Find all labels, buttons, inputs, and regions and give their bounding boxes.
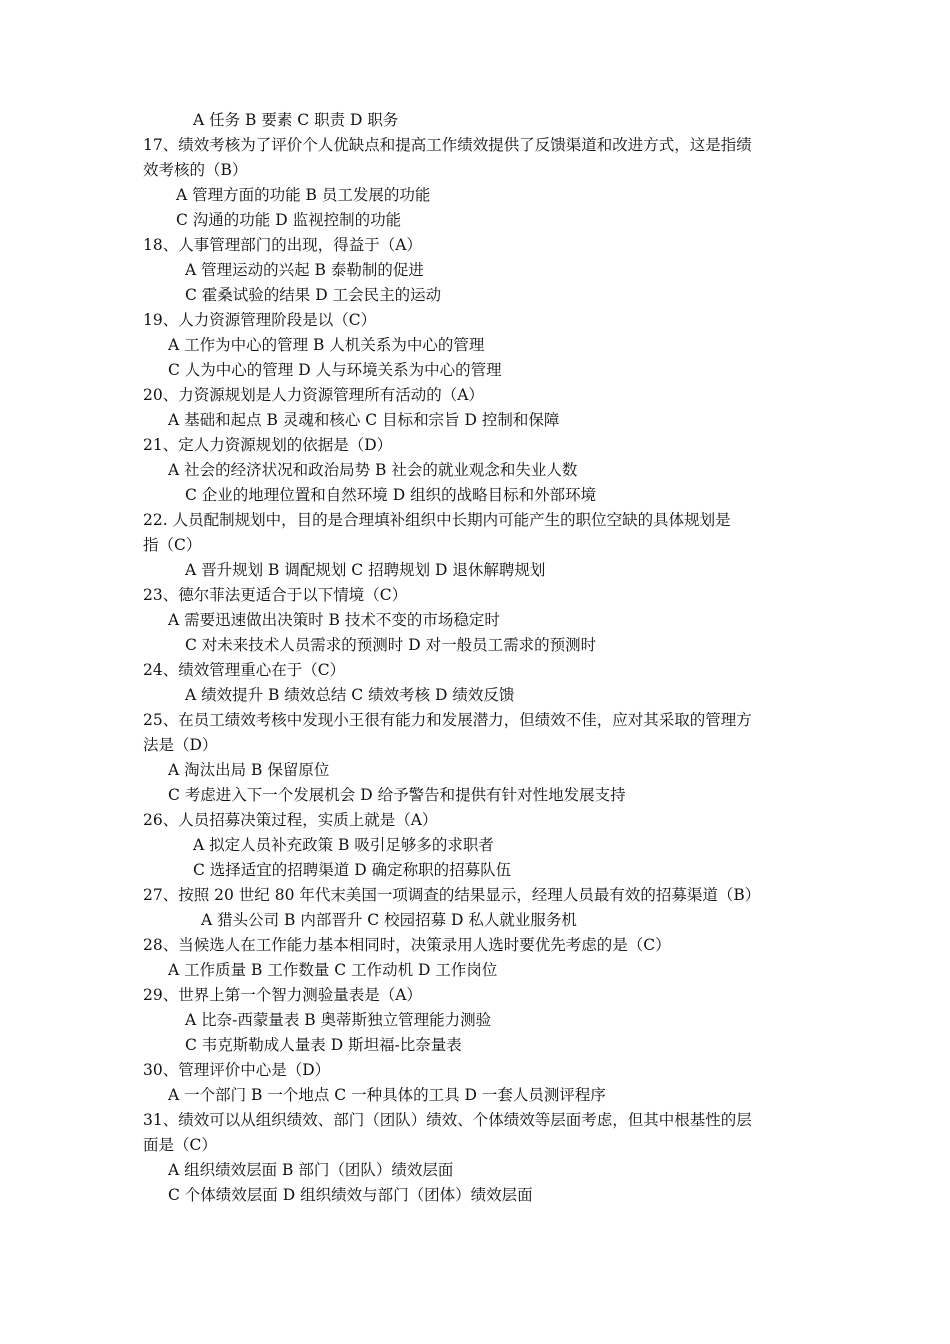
question-17: 17、绩效考核为了评价个人优缺点和提高工作绩效提供了反馈渠道和改进方式，这是指绩 [143,136,752,154]
option-line-25b: C 考虑进入下一个发展机会 D 给予警告和提供有针对性地发展支持 [168,786,626,804]
question-24: 24、绩效管理重心在于（C） [143,661,346,679]
option-line-26b: C 选择适宜的招聘渠道 D 确定称职的招募队伍 [193,861,512,879]
option-line-19b: C 人为中心的管理 D 人与环境关系为中心的管理 [168,361,502,379]
option-line-29b: C 韦克斯勒成人量表 D 斯坦福-比奈量表 [185,1036,462,1054]
option-line-19a: A 工作为中心的管理 B 人机关系为中心的管理 [168,336,485,354]
option-line-26a: A 拟定人员补充政策 B 吸引足够多的求职者 [193,836,494,854]
question-30: 30、管理评价中心是（D） [143,1061,331,1079]
question-31-continued: 面是（C） [143,1136,217,1154]
question-31: 31、绩效可以从组织绩效、部门（团队）绩效、个体绩效等层面考虑，但其中根基性的层 [143,1111,752,1129]
option-line-21b: C 企业的地理位置和自然环境 D 组织的战略目标和外部环境 [185,486,597,504]
question-27: 27、按照 20 世纪 80 年代末美国一项调查的结果显示，经理人员最有效的招募渠道（B） [143,886,761,904]
option-line-22: A 晋升规划 B 调配规划 C 招聘规划 D 退休解聘规划 [185,561,546,579]
question-28: 28、当候选人在工作能力基本相同时，决策录用人选时要优先考虑的是（C） [143,936,671,954]
option-line-23b: C 对未来技术人员需求的预测时 D 对一般员工需求的预测时 [185,636,597,654]
option-line-18b: C 霍桑试验的结果 D 工会民主的运动 [185,286,442,304]
question-22: 22. 人员配制规划中，目的是合理填补组织中长期内可能产生的职位空缺的具体规划是 [143,511,731,529]
option-line-27: A 猎头公司 B 内部晋升 C 校园招募 D 私人就业服务机 [201,911,577,929]
option-line-21a: A 社会的经济状况和政治局势 B 社会的就业观念和失业人数 [168,461,578,479]
question-18: 18、人事管理部门的出现，得益于（A） [143,236,422,254]
option-line-17a: A 管理方面的功能 B 员工发展的功能 [176,186,431,204]
question-25: 25、在员工绩效考核中发现小王很有能力和发展潜力，但绩效不佳，应对其采取的管理方 [143,711,752,729]
option-line-30: A 一个部门 B 一个地点 C 一种具体的工具 D 一套人员测评程序 [168,1086,606,1104]
question-20: 20、力资源规划是人力资源管理所有活动的（A） [143,386,484,404]
question-29: 29、世界上第一个智力测验量表是（A） [143,986,422,1004]
question-25-continued: 法是（D） [143,736,218,754]
question-21: 21、定人力资源规划的依据是（D） [143,436,393,454]
option-line-20: A 基础和起点 B 灵魂和核心 C 目标和宗旨 D 控制和保障 [168,411,560,429]
question-26: 26、人员招募决策过程，实质上就是（A） [143,811,438,829]
option-line-25a: A 淘汰出局 B 保留原位 [168,761,330,779]
question-23: 23、德尔菲法更适合于以下情境（C） [143,586,408,604]
option-line-23a: A 需要迅速做出决策时 B 技术不变的市场稳定时 [168,611,500,629]
option-line-18a: A 管理运动的兴起 B 泰勒制的促进 [185,261,424,279]
option-line-31b: C 个体绩效层面 D 组织绩效与部门（团体）绩效层面 [168,1186,533,1204]
option-line-24: A 绩效提升 B 绩效总结 C 绩效考核 D 绩效反馈 [185,686,515,704]
option-line-29a: A 比奈-西蒙量表 B 奥蒂斯独立管理能力测验 [185,1011,492,1029]
question-19: 19、人力资源管理阶段是以（C） [143,311,377,329]
option-line-31a: A 组织绩效层面 B 部门（团队）绩效层面 [168,1161,454,1179]
option-line-28: A 工作质量 B 工作数量 C 工作动机 D 工作岗位 [168,961,498,979]
question-17-continued: 效考核的（B） [143,161,248,179]
option-line-17b: C 沟通的功能 D 监视控制的功能 [176,211,402,229]
option-line-16: A 任务 B 要素 C 职责 D 职务 [193,111,399,129]
question-22-continued: 指（C） [143,536,202,554]
